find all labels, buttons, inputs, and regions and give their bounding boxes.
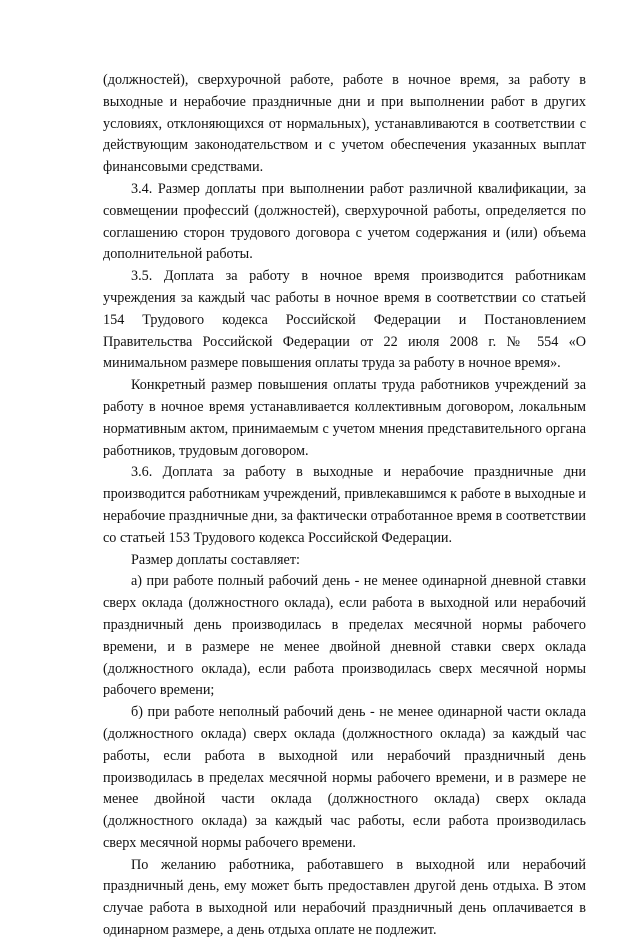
- paragraph-continuation: (должностей), сверхурочной работе, работе в ночное время, за работу в выходные и нерабочие праздничные дни и при выполнении работ в других условиях, отклоняющихся от нормальных), устанавливаются в соответствии с действующим законодательством и с учетом обеспечения указанных выплат финансовыми средствами.: [103, 72, 586, 176]
- paragraph-3-5: 3.5. Доплата за работу в ночное время производится работникам учреждения за каждый час работы в ночное время в соответствии со статьей 154 Трудового кодекса Российской Федерации и Постановлением Правительства Российской Федерации от 22 июля 2008 г. № 554 «О минимальном размере повышения оплаты труда за работу в ночное время».: [103, 268, 586, 372]
- paragraph-payment-size-intro: Размер доплаты составляет:: [131, 551, 300, 568]
- document-body: [103, 70, 586, 942]
- paragraph-day-off-option: По желанию работника, работавшего в выходной или нерабочий праздничный день, ему может быть предоставлен другой день отдыха. В этом случае работа в выходной или нерабочий праздничный день оплачивается в одинарном размере, а день отдыха оплате не подлежит.: [103, 856, 586, 939]
- paragraph-3-6: 3.6. Доплата за работу в выходные и нерабочие праздничные дни производится работникам учреждений, привлекавшимся к работе в выходные и нерабочие праздничные дни, за фактически отработанное время в соответствии со статьей 153 Трудового кодекса Российской Федерации.: [103, 464, 586, 546]
- paragraph-item-a: а) при работе полный рабочий день - не менее одинарной дневной ставки сверх оклада (должностного оклада), если работа в выходной или нерабочий праздничный день производилась в пределах месячной нормы рабочего времени, и в размере не менее двойной дневной ставки сверх оклада (должностного оклада), если работа производилась сверх месячной нормы рабочего времени;: [103, 573, 586, 699]
- paragraph-item-b: б) при работе неполный рабочий день - не менее одинарной части оклада (должностного оклада) сверх оклада (должностного оклада) за каждый час работы, если работа в выходной или нерабочий праздничный день производилась в пределах месячной нормы рабочего времени, и в размере не менее двойной части оклада (должностного оклада) сверх оклада (должностного оклада) за каждый час работы, если работа производилась сверх месячной нормы рабочего времени.: [103, 704, 586, 851]
- paragraph-night-work-size: Конкретный размер повышения оплаты труда работников учреждений за работу в ночное время устанавливается коллективным договором, локальным нормативным актом, принимаемым с учетом мнения представительного органа работников, трудовым договором.: [103, 377, 586, 459]
- paragraph-3-4: 3.4. Размер доплаты при выполнении работ различной квалификации, за совмещении профессий (должностей), сверхурочной работы, определяется по соглашению сторон трудового договора с учетом содержания и (или) объема дополнительной работы.: [103, 180, 586, 263]
